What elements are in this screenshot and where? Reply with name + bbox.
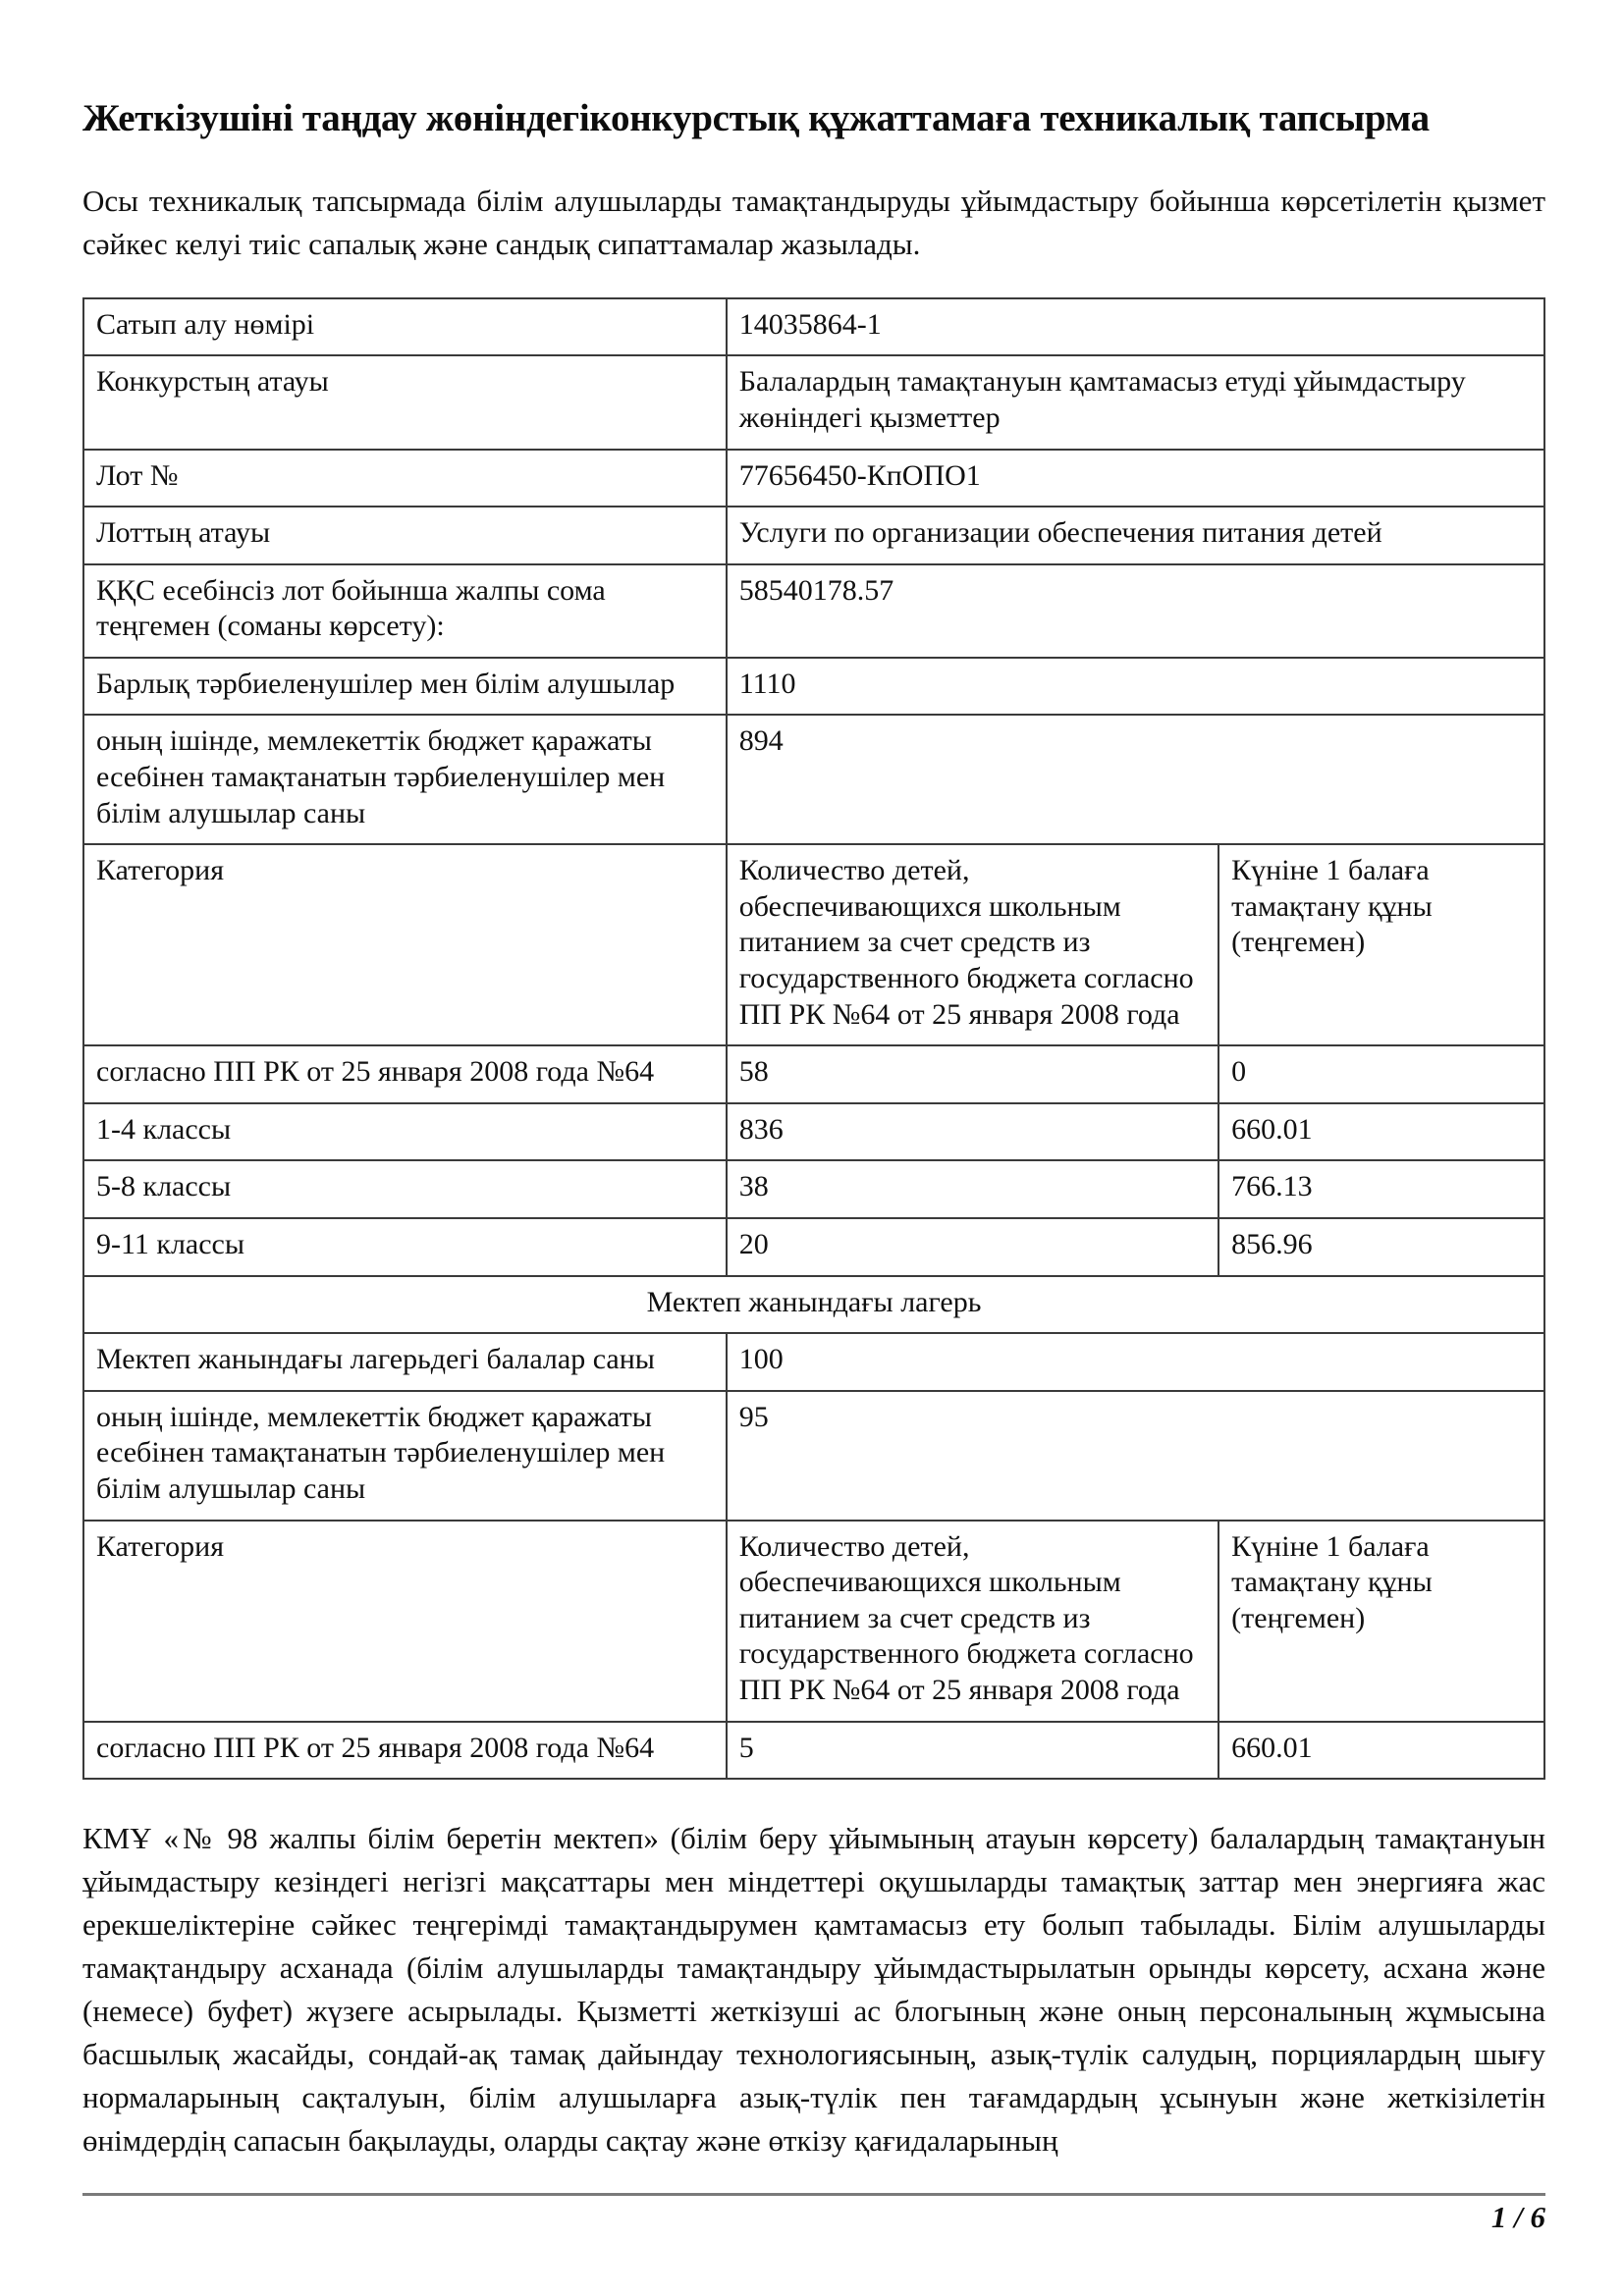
table-cell-cost: 660.01 xyxy=(1218,1722,1544,1780)
table-cell-category-header: Категория xyxy=(83,844,727,1045)
table-row-category-header xyxy=(83,844,1544,1045)
table-cell-cost: 766.13 xyxy=(1218,1160,1544,1218)
table-row-tender-name xyxy=(83,355,1544,449)
table-row-budget-students xyxy=(83,715,1544,844)
table-row-camp-section-header xyxy=(83,1276,1544,1334)
table-row-grades-5-8 xyxy=(83,1160,1544,1218)
table-row-lot-name xyxy=(83,507,1544,564)
table-row-lot-number xyxy=(83,450,1544,507)
table-cell-value: 58540178.57 xyxy=(727,564,1544,658)
table-cell-label: Лоттың атауы xyxy=(83,507,727,564)
table-cell-value: 1110 xyxy=(727,658,1544,716)
table-cell-label: 5-8 классы xyxy=(83,1160,727,1218)
table-cell-quantity-header: Количество детей, обеспечивающихся школьным питанием за счет средств из государственного бюджета согласно ПП РК №64 от 25 января 2008 года xyxy=(727,1521,1218,1722)
table-row-grades-9-11 xyxy=(83,1218,1544,1276)
table-cell-value: 100 xyxy=(727,1333,1544,1391)
table-cell-label: Сатып алу нөмірі xyxy=(83,298,727,356)
footer-divider xyxy=(82,2193,1545,2196)
table-cell-cost: 660.01 xyxy=(1218,1103,1544,1161)
page-footer xyxy=(82,2193,1545,2235)
table-cell-category-header: Категория xyxy=(83,1521,727,1722)
table-row-grades-1-4 xyxy=(83,1103,1544,1161)
table-cell-cost: 0 xyxy=(1218,1045,1544,1103)
table-cell-label: Лот № xyxy=(83,450,727,507)
table-cell-value: 95 xyxy=(727,1391,1544,1521)
table-cell-label: согласно ПП РК от 25 января 2008 года №64 xyxy=(83,1722,727,1780)
table-cell-label: оның ішінде, мемлекеттік бюджет қаражаты есебінен тамақтанатын тәрбиеленушілер мен білім алушылар саны xyxy=(83,1391,727,1521)
table-row-total-students xyxy=(83,658,1544,716)
table-cell-value: 14035864-1 xyxy=(727,298,1544,356)
table-row-camp-pprk64 xyxy=(83,1722,1544,1780)
table-cell-value: Услуги по организации обеспечения питания детей xyxy=(727,507,1544,564)
table-cell-label: оның ішінде, мемлекеттік бюджет қаражаты есебінен тамақтанатын тәрбиеленушілер мен білім алушылар саны xyxy=(83,715,727,844)
table-cell-section-title: Мектеп жанындағы лагерь xyxy=(83,1276,1544,1334)
table-cell-value: 77656450-КпОПО1 xyxy=(727,450,1544,507)
table-cell-label: согласно ПП РК от 25 января 2008 года №64 xyxy=(83,1045,727,1103)
table-row-camp-category-header xyxy=(83,1521,1544,1722)
table-cell-quantity: 20 xyxy=(727,1218,1218,1276)
table-cell-label: 1-4 классы xyxy=(83,1103,727,1161)
table-cell-label: Конкурстың атауы xyxy=(83,355,727,449)
table-cell-label: Мектеп жанындағы лагерьдегі балалар саны xyxy=(83,1333,727,1391)
table-cell-value: 894 xyxy=(727,715,1544,844)
table-cell-cost-header: Күніне 1 балаға тамақтану құны (теңгемен) xyxy=(1218,1521,1544,1722)
table-cell-value: Балалардың тамақтануын қамтамасыз етуді ұйымдастыру жөніндегі қызметтер xyxy=(727,355,1544,449)
table-cell-label: 9-11 классы xyxy=(83,1218,727,1276)
table-row-purchase-number xyxy=(83,298,1544,356)
table-cell-cost: 856.96 xyxy=(1218,1218,1544,1276)
table-cell-quantity: 836 xyxy=(727,1103,1218,1161)
table-cell-label: ҚҚС есебінсіз лот бойынша жалпы сома теңгемен (соманы көрсету): xyxy=(83,564,727,658)
table-row-camp-budget-children xyxy=(83,1391,1544,1521)
table-cell-quantity: 5 xyxy=(727,1722,1218,1780)
specification-table xyxy=(82,297,1545,1780)
table-cell-label: Барлық тәрбиеленушілер мен білім алушылар xyxy=(83,658,727,716)
table-cell-quantity: 38 xyxy=(727,1160,1218,1218)
table-row-pprk64 xyxy=(83,1045,1544,1103)
intro-paragraph: Осы техникалық тапсырмада білім алушыларды тамақтандыруды ұйымдастыру бойынша көрсетілетін қызмет сәйкес келуі тиіс сапалық және сандық сипаттамалар жазылады. xyxy=(82,183,1545,261)
closing-paragraph: КМҰ «№ 98 жалпы білім беретін мектеп» (білім беру ұйымының атауын көрсету) балалардың тамақтануын ұйымдастыру кезіндегі негізгі мақсаттары мен міндеттері оқушыларды тамақтық заттар мен энергияға жас ерекшеліктеріне сәйкес теңгерімді тамақтандырумен қамтамасыз ету болып табылады. Білім алушыларды тамақтандыру асханада (білім алушыларды тамақтандыру ұйымдастырылатын орынды көрсету, асхана және (немесе) буфет) жүзеге асырылады. Қызметті жеткізуші ас блогының және оның персоналының жұмысына басшылық жасайды, сондай-ақ тамақ дайындау технологиясының, азық-түлік салудың, порциялардың шығу нормаларының сақталуын, білім алушыларға азық-түлік пен тағамдардың ұсынуын және жеткізілетін өнімдердің сапасын бақылауды, оларды сақтау және өткізу қағидаларының xyxy=(82,1821,1545,2159)
page-number: 1 / 6 xyxy=(1490,2200,1545,2234)
table-row-camp-children xyxy=(83,1333,1544,1391)
table-cell-quantity-header: Количество детей, обеспечивающихся школьным питанием за счет средств из государственного бюджета согласно ПП РК №64 от 25 января 2008 года xyxy=(727,844,1218,1045)
table-cell-cost-header: Күніне 1 балаға тамақтану құны (теңгемен) xyxy=(1218,844,1544,1045)
table-row-total-sum xyxy=(83,564,1544,658)
table-cell-quantity: 58 xyxy=(727,1045,1218,1103)
page-title: Жеткізушіні таңдау жөніндегіконкурстық құжаттамаға техникалық тапсырма xyxy=(82,97,1430,139)
